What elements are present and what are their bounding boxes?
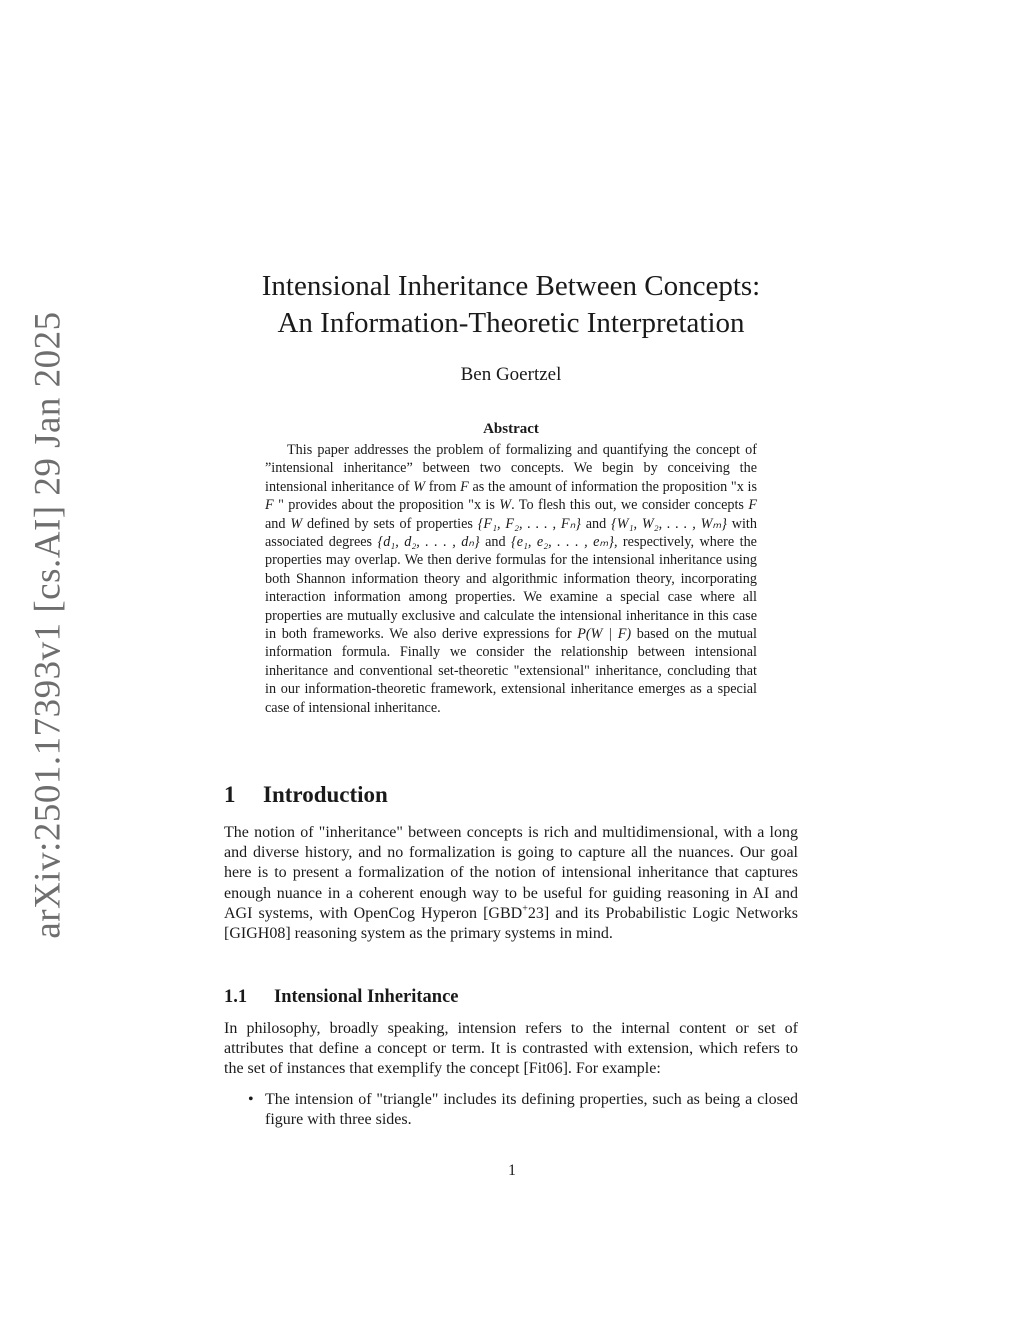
- math-var: W: [413, 478, 426, 495]
- list-item-text: The intension of "triangle" includes its defining properties, such as being a closed figure with three sides.: [265, 1091, 798, 1129]
- list-item: [224, 1090, 798, 1130]
- subsection-paragraph: In philosophy, broadly speaking, intension refers to the internal content or set of attributes that define a concept or term. It is contrasted with extension, which refers to the set of instances that exemplify the concept [Fit06]. For example:: [224, 1020, 798, 1078]
- page-number: 1: [508, 1162, 516, 1179]
- abstract-text-run: and: [265, 515, 291, 532]
- abstract-heading: Abstract: [483, 421, 539, 437]
- abstract-text-run: with associated degrees: [265, 515, 757, 551]
- intro-text-run: 23] and its Probabilistic Logic Networks [GIGH08] reasoning system as the primary systems in mind.: [224, 904, 798, 943]
- abstract-text-run: and: [479, 534, 512, 551]
- citation-superscript: +: [522, 903, 528, 915]
- math-set: {W₁, W₂, . . . , Wₘ}: [611, 515, 727, 532]
- math-var: F: [265, 497, 274, 514]
- bullet-icon: •: [248, 1091, 254, 1108]
- math-expression: P(W | F): [577, 626, 632, 643]
- subsection-title: Intensional Inheritance: [274, 987, 459, 1007]
- subsection-number: 1.1: [224, 987, 248, 1007]
- abstract-text-run: , respectively, where the properties may overlap. We then derive formulas for the intensional inheritance using both Shannon information theory and algorithmic information theory, incorporating interaction information among properties. We examine a special case where all properties are mutually exclusive and calculate the intensional inheritance in this case in both frameworks. We also derive expressions for: [265, 534, 757, 643]
- bullet-list: [224, 1090, 798, 1130]
- math-set: {d₁, d₂, . . . , dₙ}: [377, 534, 480, 551]
- math-var: F: [748, 497, 757, 514]
- title-line-1: Intensional Inheritance Between Concepts:: [261, 270, 761, 302]
- title-line-2: An Information-Theoretic Interpretation: [277, 307, 745, 339]
- math-var: W: [290, 515, 303, 532]
- paper-title: [200, 268, 822, 342]
- math-set: {e₁, e₂, . . . , eₘ}: [511, 534, 614, 551]
- abstract-text-run: as the amount of information the proposition "x is: [468, 478, 757, 495]
- section-number: 1: [224, 782, 236, 807]
- math-var: W: [499, 497, 512, 514]
- abstract-text-run: defined by sets of properties: [302, 515, 478, 532]
- abstract-text-run: from: [425, 478, 461, 495]
- subsection-heading-intensional-inheritance: [224, 986, 459, 1008]
- abstract-text: [265, 441, 757, 717]
- section-heading-introduction: [224, 781, 388, 809]
- abstract-text-run: " provides about the proposition "x is: [273, 497, 500, 514]
- math-set: {F₁, F₂, . . . , Fₙ}: [477, 515, 581, 532]
- abstract-text-run: based on the mutual information formula. Finally we consider the relationship between intensional inheritance and conventional set-theoretic "extensional" inheritance, concluding that in our information-theoretic framework, extensional inheritance emerges as a special case of intensional inheritance.: [265, 626, 757, 716]
- arxiv-identifier-stamp: arXiv:2501.17393v1 [cs.AI] 29 Jan 2025: [27, 311, 69, 939]
- author-name: Ben Goertzel: [460, 364, 562, 385]
- section-title: Introduction: [263, 782, 388, 807]
- abstract-text-run: . To flesh this out, we consider concepts: [511, 497, 749, 514]
- introduction-paragraph: [224, 823, 798, 944]
- math-var: F: [460, 478, 469, 495]
- abstract-text-run: This paper addresses the problem of formalizing and quantifying the concept of ”intensional inheritance” between two concepts. We begin by conceiving the intensional inheritance of: [265, 442, 757, 495]
- intro-text-run: The notion of "inheritance" between concepts is rich and multidimensional, with a long and diverse history, and no formalization is going to capture all the nuances. Our goal here is to present a formalization of the notion of intensional inheritance that captures enough nuance in a coherent enough way to be useful for guiding reasoning in AI and AGI systems, with OpenCog Hyperon [GBD: [224, 824, 798, 922]
- abstract-text-run: and: [580, 515, 612, 532]
